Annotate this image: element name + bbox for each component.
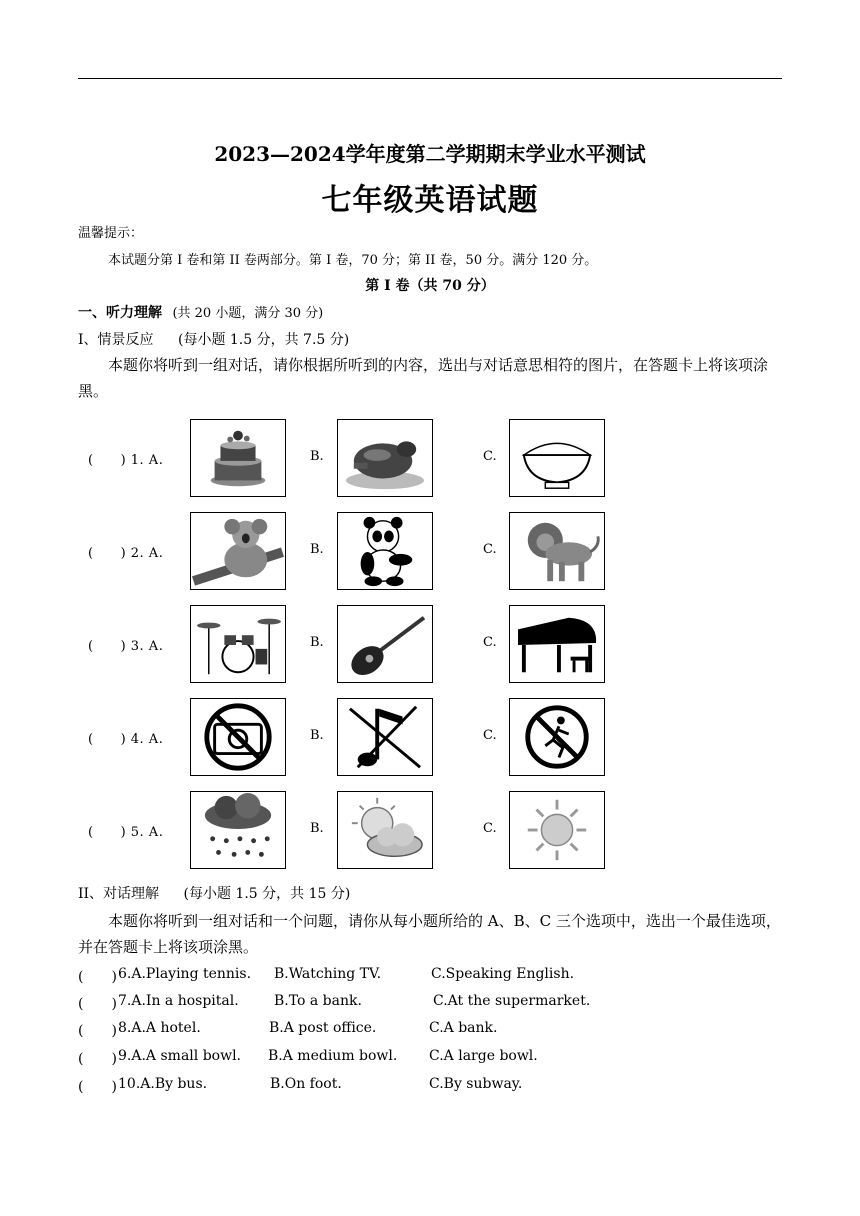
cloudy-sun-icon — [337, 791, 433, 869]
option-b-label: B. — [310, 542, 324, 557]
option-b: B.A post office. — [269, 1020, 377, 1036]
option-c-label: C. — [483, 728, 497, 743]
option-b: B.On foot. — [270, 1076, 342, 1092]
exam-subtitle: 七年级英语试题 — [321, 183, 539, 218]
option-a: 7.A.In a hospital. — [118, 993, 239, 1009]
picture-question-1 — [0, 419, 860, 499]
option-c: C.A bank. — [429, 1020, 498, 1036]
volume-heading: 第 I 卷（共 70 分） — [365, 278, 495, 294]
picture-question-5 — [0, 791, 860, 871]
tips-text: 本试题分第 I 卷和第 II 卷两部分。第 I 卷，70 分；第 II 卷，50 分。满分 120 分。 — [108, 253, 598, 268]
part2-heading — [78, 883, 350, 903]
part2-note: (每小题 1.5 分，共 15 分) — [183, 886, 351, 902]
no-running-icon — [509, 698, 605, 776]
option-c-label: C. — [483, 821, 497, 836]
option-a: 9.A.A small bowl. — [118, 1048, 241, 1064]
option-b-label: B. — [310, 635, 324, 650]
option-a: 10.A.By bus. — [118, 1076, 208, 1092]
rain-cloud-icon — [190, 791, 286, 869]
question-label: ( ) 3. A. — [88, 639, 164, 654]
option-b-label: B. — [310, 728, 324, 743]
sun-icon — [509, 791, 605, 869]
part1-heading — [78, 329, 349, 349]
answer-blank: ( ) — [78, 996, 117, 1012]
option-b-label: B. — [310, 821, 324, 836]
answer-blank: ( ) — [78, 969, 117, 985]
part1-title: I、情景反应 — [78, 332, 154, 348]
picture-question-2 — [0, 512, 860, 592]
option-a: 6.A.Playing tennis. — [118, 966, 252, 982]
section1-title: 一、听力理解 — [78, 305, 162, 321]
roast-chicken-icon — [337, 419, 433, 497]
option-c: C.Speaking English. — [431, 966, 575, 982]
picture-question-3 — [0, 605, 860, 685]
question-label: ( ) 5. A. — [88, 825, 164, 840]
piano-icon — [509, 605, 605, 683]
no-camera-icon — [190, 698, 286, 776]
drum-set-icon — [190, 605, 286, 683]
cake-icon — [190, 419, 286, 497]
tips-label: 温馨提示： — [78, 226, 144, 241]
part2-title: II、对话理解 — [78, 886, 160, 902]
part1-note: (每小题 1.5 分，共 7.5 分) — [177, 332, 350, 348]
question-label: ( ) 1. A. — [88, 453, 164, 468]
option-b: B.A medium bowl. — [268, 1048, 398, 1064]
guitar-icon — [337, 605, 433, 683]
option-b: B.Watching TV. — [274, 966, 382, 982]
lion-icon — [509, 512, 605, 590]
option-c: C.By subway. — [429, 1076, 523, 1092]
answer-blank: ( ) — [78, 1079, 117, 1095]
question-label: ( ) 4. A. — [88, 732, 164, 747]
answer-blank: ( ) — [78, 1023, 117, 1039]
section1-note: (共 20 小题，满分 30 分) — [172, 306, 324, 321]
no-music-icon — [337, 698, 433, 776]
section1-heading — [78, 302, 323, 322]
answer-blank: ( ) — [78, 1051, 117, 1067]
koala-icon — [190, 512, 286, 590]
panda-icon — [337, 512, 433, 590]
part1-instruction: 本题你将听到一组对话，请你根据所听到的内容，选出与对话意思相符的图片，在答题卡上将该项涂黑。 — [78, 356, 769, 400]
option-c: C.A large bowl. — [429, 1048, 538, 1064]
part2-instruction: 本题你将听到一组对话和一个问题，请你从每小题所给的 A、B、C 三个选项中，选出一个最佳选项，并在答题卡上将该项涂黑。 — [78, 912, 781, 956]
option-b: B.To a bank. — [274, 993, 362, 1009]
option-c-label: C. — [483, 635, 497, 650]
option-b-label: B. — [310, 449, 324, 464]
question-label: ( ) 2. A. — [88, 546, 164, 561]
top-rule — [78, 78, 782, 79]
option-c-label: C. — [483, 542, 497, 557]
rice-bowl-icon — [509, 419, 605, 497]
picture-question-4 — [0, 698, 860, 778]
exam-title: 2023—2024学年度第二学期期末学业水平测试 — [214, 142, 646, 166]
option-c: C.At the supermarket. — [433, 993, 591, 1009]
option-c-label: C. — [483, 449, 497, 464]
option-a: 8.A.A hotel. — [118, 1020, 201, 1036]
